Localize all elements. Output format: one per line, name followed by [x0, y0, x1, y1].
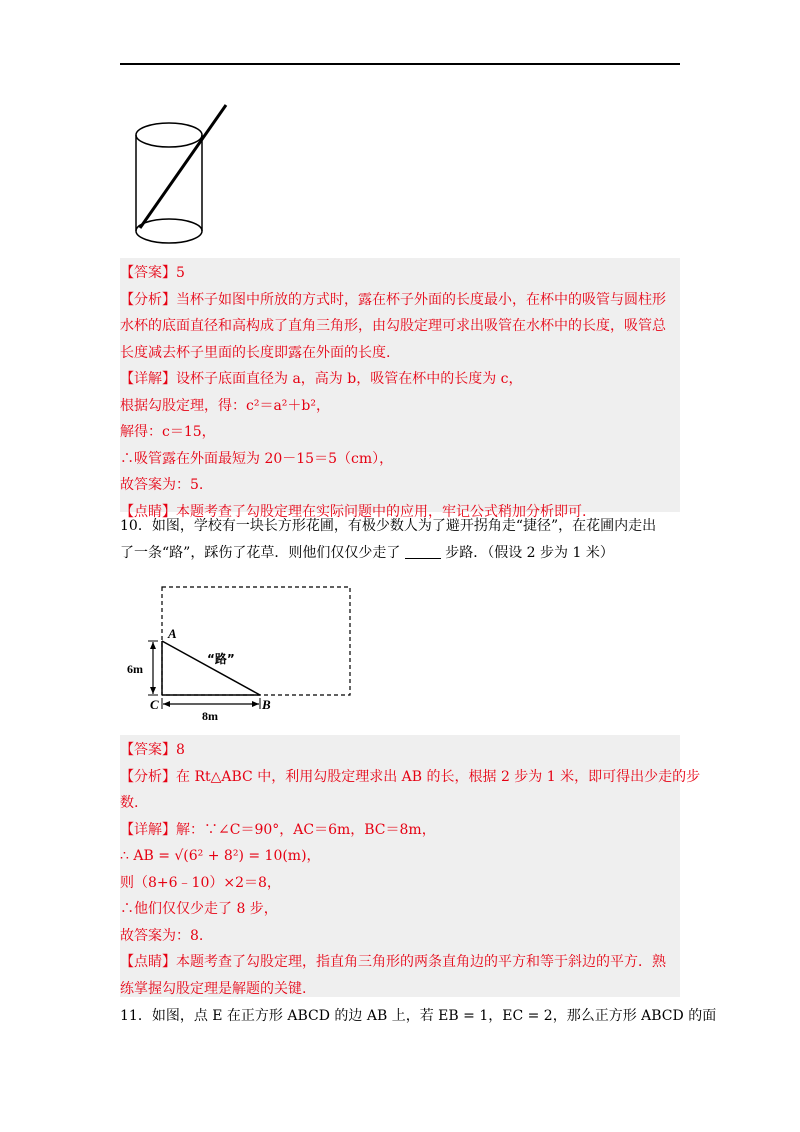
question-11 — [120, 1003, 717, 1030]
dim-8m-arrow-left — [163, 701, 170, 707]
answer-line: 【答案】5 — [120, 265, 185, 281]
formula-line: ∴ AB = √(6² + 8²) = 10(m)， — [120, 848, 321, 864]
label-road: “路” — [207, 652, 235, 666]
garden-dashed-rect — [162, 587, 350, 695]
cylinder-straw-figure — [120, 100, 240, 252]
analysis-line: 数. — [120, 795, 139, 811]
dim-6m-arrow-bottom — [150, 687, 156, 694]
question-10 — [120, 513, 680, 567]
step-line: 解得：c＝15， — [120, 424, 216, 440]
answer-line: 【答案】8 — [120, 742, 185, 758]
analysis-line: 【分析】当杯子如图中所放的方式时，露在杯子外面的长度最小，在杯中的吸管与圆柱形 — [120, 291, 666, 308]
step-line: 故答案为：8. — [120, 927, 204, 944]
solution-block-9 — [120, 258, 680, 520]
analysis-line: 【分析】在 Rt△ABC 中，利用勾股定理求出 AB 的长，根据 2 步为 1 米，即可得出少走的步 — [120, 768, 701, 785]
question-line: 了一条“路”，踩伤了花草．则他们仅仅少走了 步路．（假设 2 步为 1 米） — [120, 545, 614, 561]
step-line: 故答案为：5. — [120, 477, 204, 493]
header-rule — [120, 63, 680, 65]
step-line: ∴他们仅仅少走了 8 步， — [120, 901, 278, 917]
analysis-line: 水杯的底面直径和高构成了直角三角形，由勾股定理可求出吸管在水杯中的长度，吸管总 — [120, 318, 666, 334]
answer-blank — [405, 544, 441, 559]
step-line: 根据勾股定理，得：c²＝a²＋b²， — [120, 397, 330, 414]
comment-line: 练掌握勾股定理是解题的关键. — [120, 980, 307, 997]
label-A: A — [168, 626, 177, 641]
analysis-line: 长度减去杯子里面的长度即露在外面的长度. — [120, 344, 391, 361]
label-C: C — [150, 697, 159, 712]
solution-block-10 — [120, 735, 701, 997]
question-line: 11．如图，点 E 在正方形 ABCD 的边 AB 上，若 EB = 1，EC = 2，那么正方形 ABCD 的面 — [120, 1008, 717, 1024]
cylinder-top-ellipse — [136, 123, 202, 147]
pythagoras-formula: c²＝a²＋b²， — [246, 397, 330, 414]
label-8m: 8m — [202, 709, 218, 723]
comment-line: 【点睛】本题考查了勾股定理，指直角三角形的两条直角边的平方和等于斜边的平方．熟 — [120, 954, 666, 970]
dim-8m-arrow-right — [252, 701, 259, 707]
comment-line: 【点睛】本题考查了勾股定理在实际问题中的应用，牢记公式稍加分析即可. — [120, 503, 587, 520]
label-B: B — [262, 697, 271, 712]
detail-line: 【详解】解：∵∠C＝90°，AC＝6m，BC＝8m， — [120, 821, 436, 838]
step-line: 则（8+6﹣10）×2＝8， — [120, 874, 281, 891]
road-AB — [162, 641, 260, 695]
garden-path-figure — [125, 585, 360, 725]
cylinder-bottom-ellipse — [136, 219, 202, 243]
dim-6m-arrow-top — [150, 642, 156, 649]
step-line: ∴吸管露在外面最短为 20－15＝5（cm）， — [120, 450, 394, 467]
detail-line: 【详解】设杯子底面直径为 a，高为 b，吸管在杯中的长度为 c， — [120, 371, 523, 387]
question-line: 10．如图，学校有一块长方形花圃，有极少数人为了避开拐角走“捷径”，在花圃内走出 — [120, 518, 657, 534]
label-6m: 6m — [127, 662, 143, 676]
